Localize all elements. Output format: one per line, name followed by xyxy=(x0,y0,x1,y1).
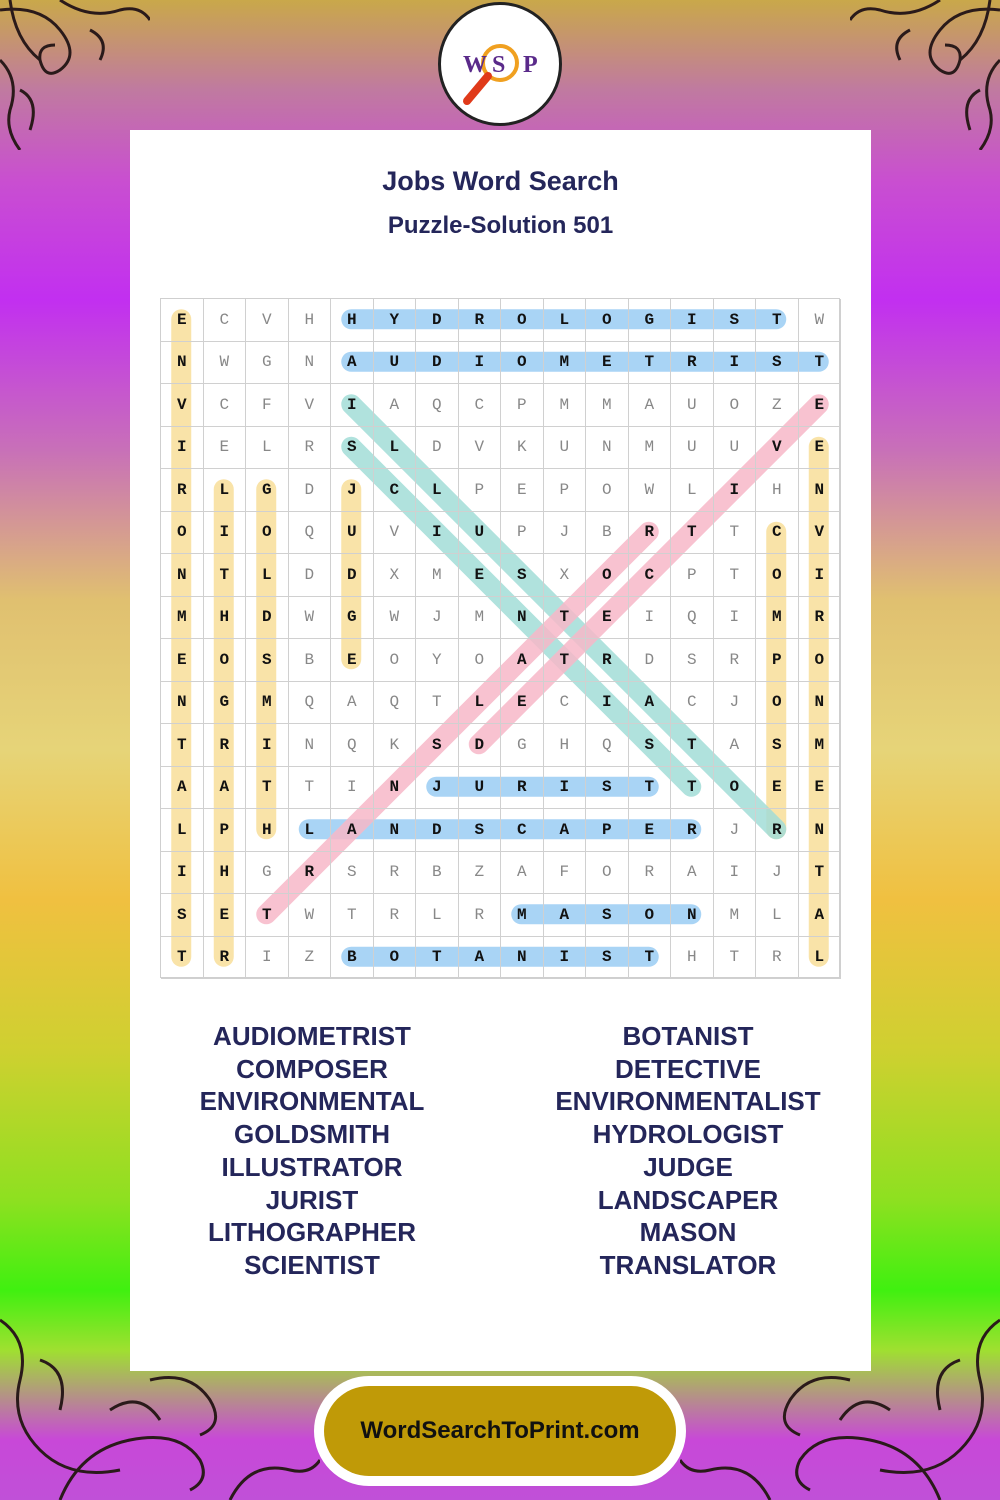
grid-cell: E xyxy=(586,342,629,385)
grid-cell: I xyxy=(331,767,374,810)
grid-cell: H xyxy=(204,597,247,640)
grid-cell: T xyxy=(714,512,757,555)
grid-cell: R xyxy=(714,639,757,682)
grid-cell: T xyxy=(799,852,842,895)
grid-cell: G xyxy=(629,299,672,342)
grid-cell: I xyxy=(544,767,587,810)
grid-cell: O xyxy=(586,299,629,342)
grid-cell: E xyxy=(799,767,842,810)
grid-cell: T xyxy=(714,554,757,597)
grid-cell: T xyxy=(161,724,204,767)
grid-cell: R xyxy=(204,937,247,980)
grid-cell: M xyxy=(501,894,544,937)
grid-cell: I xyxy=(459,342,502,385)
site-link-label: WordSearchToPrint.com xyxy=(360,1417,640,1444)
site-logo[interactable] xyxy=(438,2,562,126)
grid-cell: T xyxy=(289,767,332,810)
grid-cell: J xyxy=(714,682,757,725)
grid-cell: M xyxy=(544,342,587,385)
grid-cell: O xyxy=(714,767,757,810)
ornament-corner-top-left xyxy=(0,0,150,150)
grid-cell: T xyxy=(544,639,587,682)
grid-cell: R xyxy=(374,894,417,937)
grid-cell: U xyxy=(331,512,374,555)
grid-cell: S xyxy=(586,767,629,810)
grid-cell: S xyxy=(629,724,672,767)
word-list-item: MASON xyxy=(639,1217,737,1248)
site-link-button[interactable] xyxy=(324,1386,676,1476)
grid-cell: N xyxy=(161,682,204,725)
grid-cell: S xyxy=(586,937,629,980)
grid-cell: S xyxy=(501,554,544,597)
grid-cell: H xyxy=(204,852,247,895)
grid-cell: R xyxy=(756,809,799,852)
grid-cell: U xyxy=(374,342,417,385)
grid-cell: E xyxy=(204,894,247,937)
grid-cell: T xyxy=(671,512,714,555)
grid-cell: Z xyxy=(289,937,332,980)
grid-cell: M xyxy=(246,682,289,725)
grid-cell: W xyxy=(629,469,672,512)
grid-cell: F xyxy=(246,384,289,427)
grid-cell: W xyxy=(374,597,417,640)
grid-cell: L xyxy=(289,809,332,852)
grid-cell: N xyxy=(374,809,417,852)
grid-cell: N xyxy=(501,937,544,980)
grid-cell: U xyxy=(671,384,714,427)
grid-cell: O xyxy=(459,639,502,682)
page-subtitle: Puzzle-Solution 501 xyxy=(387,212,614,239)
grid-cell: C xyxy=(544,682,587,725)
grid-cell: K xyxy=(501,427,544,470)
grid-cell: N xyxy=(799,469,842,512)
grid-cell: A xyxy=(459,937,502,980)
grid-cell: D xyxy=(416,299,459,342)
grid-cell: E xyxy=(161,639,204,682)
grid-cell: Q xyxy=(586,724,629,767)
grid-cell: O xyxy=(586,469,629,512)
grid-cell: I xyxy=(161,852,204,895)
grid-cell: P xyxy=(459,469,502,512)
word-list-item: TRANSLATOR xyxy=(599,1249,777,1280)
grid-cell: J xyxy=(416,597,459,640)
grid-cell: E xyxy=(756,767,799,810)
grid-cell: R xyxy=(289,427,332,470)
grid-cell: A xyxy=(374,384,417,427)
grid-cell: E xyxy=(501,682,544,725)
logo-letter-w: W xyxy=(463,52,487,78)
grid-cell: O xyxy=(501,299,544,342)
word-list-item: JURIST xyxy=(265,1184,359,1215)
grid-cell: G xyxy=(331,597,374,640)
grid-cell: H xyxy=(671,937,714,980)
grid-cell: L xyxy=(374,427,417,470)
grid-cell: I xyxy=(714,597,757,640)
logo-letter-p: P xyxy=(523,52,538,78)
grid-cell: D xyxy=(629,639,672,682)
grid-cell: Y xyxy=(416,639,459,682)
grid-cell: U xyxy=(544,427,587,470)
grid-cell: U xyxy=(671,427,714,470)
grid-cell: C xyxy=(374,469,417,512)
grid-cell: H xyxy=(289,299,332,342)
grid-cell: V xyxy=(246,299,289,342)
grid-cell: G xyxy=(246,852,289,895)
logo-letter-s: S xyxy=(492,52,506,78)
grid-cell: P xyxy=(671,554,714,597)
grid-cell: L xyxy=(459,682,502,725)
grid-cell: A xyxy=(204,767,247,810)
word-list-item: LITHOGRAPHER xyxy=(208,1217,416,1248)
grid-cell: R xyxy=(204,724,247,767)
grid-cell: E xyxy=(586,597,629,640)
grid-cell: I xyxy=(799,554,842,597)
grid-cell: H xyxy=(331,299,374,342)
grid-cell: O xyxy=(586,852,629,895)
grid-cell: N xyxy=(501,597,544,640)
grid-cell: X xyxy=(374,554,417,597)
grid-cell: M xyxy=(799,724,842,767)
grid-cell: Q xyxy=(289,682,332,725)
word-list-item: GOLDSMITH xyxy=(234,1119,390,1150)
grid-cell: T xyxy=(629,342,672,385)
grid-cell: R xyxy=(459,299,502,342)
grid-cell: T xyxy=(544,597,587,640)
grid-cell: S xyxy=(714,299,757,342)
grid-cell: B xyxy=(289,639,332,682)
grid-cell: V xyxy=(161,384,204,427)
grid-cell: S xyxy=(331,427,374,470)
word-list-item: AUDIOMETRIST xyxy=(213,1021,411,1051)
grid-cell: S xyxy=(416,724,459,767)
grid-cell: F xyxy=(544,852,587,895)
grid-cell: L xyxy=(671,469,714,512)
word-list-right xyxy=(523,1020,853,1282)
grid-cell: P xyxy=(756,639,799,682)
grid-cell: I xyxy=(671,299,714,342)
grid-cell: E xyxy=(799,384,842,427)
grid-cell: G xyxy=(501,724,544,767)
grid-cell: M xyxy=(544,384,587,427)
grid-cell: R xyxy=(629,852,672,895)
grid-cell: M xyxy=(756,597,799,640)
grid-cell: J xyxy=(544,512,587,555)
grid-cell: P xyxy=(544,469,587,512)
grid-cell: R xyxy=(161,469,204,512)
grid-cell: A xyxy=(671,852,714,895)
grid-cell: T xyxy=(246,767,289,810)
ornament-corner-top-right xyxy=(850,0,1000,150)
grid-cell: T xyxy=(416,937,459,980)
grid-cell: I xyxy=(714,469,757,512)
grid-cell: A xyxy=(501,852,544,895)
grid-cell: U xyxy=(714,427,757,470)
grid-cell: R xyxy=(289,852,332,895)
grid-cell: L xyxy=(161,809,204,852)
magnifier-icon xyxy=(441,5,559,123)
grid-cell: I xyxy=(204,512,247,555)
grid-cell: Z xyxy=(756,384,799,427)
grid-cell: V xyxy=(374,512,417,555)
grid-cell: T xyxy=(671,724,714,767)
grid-cell: R xyxy=(586,639,629,682)
grid-cell: W xyxy=(799,299,842,342)
grid-cell: R xyxy=(799,597,842,640)
grid-cell: T xyxy=(331,894,374,937)
grid-cell: V xyxy=(459,427,502,470)
grid-cell: P xyxy=(204,809,247,852)
grid-cell: A xyxy=(544,809,587,852)
grid-cell: C xyxy=(459,384,502,427)
grid-cell: M xyxy=(586,384,629,427)
grid-cell: D xyxy=(289,469,332,512)
grid-cell: L xyxy=(416,894,459,937)
grid-cell: Z xyxy=(459,852,502,895)
grid-cell: S xyxy=(246,639,289,682)
grid-cell: T xyxy=(416,682,459,725)
grid-cell: L xyxy=(416,469,459,512)
grid-cell: O xyxy=(799,639,842,682)
word-list-left xyxy=(147,1020,477,1282)
grid-cell: S xyxy=(756,724,799,767)
word-list-item: LANDSCAPER xyxy=(597,1184,779,1215)
word-list-item: ENVIRONMENTAL xyxy=(199,1086,425,1117)
grid-cell: O xyxy=(756,554,799,597)
grid-cell: H xyxy=(756,469,799,512)
grid-cell: Q xyxy=(374,682,417,725)
grid-cell: R xyxy=(756,937,799,980)
grid-cell: B xyxy=(416,852,459,895)
grid-cell: S xyxy=(586,894,629,937)
grid-cell: D xyxy=(289,554,332,597)
grid-cell: B xyxy=(586,512,629,555)
grid-cell: Q xyxy=(289,512,332,555)
grid-cell: N xyxy=(586,427,629,470)
grid-cell: O xyxy=(246,512,289,555)
grid-cell: A xyxy=(501,639,544,682)
grid-cell: T xyxy=(671,767,714,810)
grid-cell: R xyxy=(374,852,417,895)
word-list-item: ENVIRONMENTALIST xyxy=(555,1086,821,1117)
grid-cell: P xyxy=(501,512,544,555)
grid-cell: B xyxy=(331,937,374,980)
grid-cell: H xyxy=(246,809,289,852)
grid-cell: W xyxy=(289,597,332,640)
grid-cell: A xyxy=(799,894,842,937)
grid-cell: J xyxy=(416,767,459,810)
grid-cell: I xyxy=(714,342,757,385)
grid-cell: Q xyxy=(671,597,714,640)
grid-cell: A xyxy=(629,682,672,725)
grid-cell: S xyxy=(756,342,799,385)
grid-cell: O xyxy=(756,682,799,725)
grid-cell: L xyxy=(799,937,842,980)
grid-cell: N xyxy=(374,767,417,810)
grid-cell: I xyxy=(629,597,672,640)
grid-cell: A xyxy=(714,724,757,767)
grid-cell: T xyxy=(204,554,247,597)
grid-cell: G xyxy=(246,469,289,512)
grid-cell: N xyxy=(161,554,204,597)
grid-cell: S xyxy=(459,809,502,852)
grid-cell: N xyxy=(161,342,204,385)
grid-cell: I xyxy=(586,682,629,725)
word-list-item: DETECTIVE xyxy=(615,1053,761,1084)
grid-cell: L xyxy=(246,554,289,597)
grid-cell: L xyxy=(756,894,799,937)
grid-cell: Q xyxy=(331,724,374,767)
grid-cell: K xyxy=(374,724,417,767)
grid-cell: T xyxy=(714,937,757,980)
grid-cell: W xyxy=(204,342,247,385)
grid-cell: N xyxy=(799,682,842,725)
grid-cell: S xyxy=(161,894,204,937)
grid-cell: M xyxy=(714,894,757,937)
grid-cell: E xyxy=(629,809,672,852)
grid-cell: R xyxy=(671,809,714,852)
grid-cell: O xyxy=(501,342,544,385)
grid-cell: E xyxy=(799,427,842,470)
grid-cell: C xyxy=(204,384,247,427)
word-list-item: BOTANIST xyxy=(622,1021,754,1051)
grid-cell: T xyxy=(629,937,672,980)
grid-cell: J xyxy=(756,852,799,895)
grid-cell: E xyxy=(204,427,247,470)
grid-cell: D xyxy=(416,809,459,852)
grid-cell: C xyxy=(756,512,799,555)
grid-cell: L xyxy=(246,427,289,470)
grid-cell: A xyxy=(331,682,374,725)
grid-cell: I xyxy=(246,724,289,767)
grid-cell: N xyxy=(289,724,332,767)
grid-cell: R xyxy=(459,894,502,937)
grid-cell: D xyxy=(416,342,459,385)
grid-cell: E xyxy=(161,299,204,342)
grid-cell: A xyxy=(331,809,374,852)
grid-cell: U xyxy=(459,767,502,810)
grid-cell: X xyxy=(544,554,587,597)
grid-cell: H xyxy=(544,724,587,767)
grid-cell: D xyxy=(459,724,502,767)
grid-cell: D xyxy=(246,597,289,640)
grid-cell: M xyxy=(161,597,204,640)
grid-cell: D xyxy=(416,427,459,470)
grid-cell: M xyxy=(416,554,459,597)
word-list-item: ILLUSTRATOR xyxy=(221,1151,403,1182)
grid-cell: I xyxy=(714,852,757,895)
grid-cell: T xyxy=(799,342,842,385)
grid-cell: I xyxy=(246,937,289,980)
letter-grid xyxy=(160,298,840,978)
word-list-item: JUDGE xyxy=(643,1151,733,1182)
grid-cell: T xyxy=(756,299,799,342)
grid-cell: O xyxy=(586,554,629,597)
grid-cell: O xyxy=(629,894,672,937)
grid-cell: L xyxy=(544,299,587,342)
grid-cell: J xyxy=(714,809,757,852)
grid-cell: T xyxy=(161,937,204,980)
grid-cell: V xyxy=(799,512,842,555)
word-list-item: COMPOSER xyxy=(236,1053,388,1084)
grid-cell: M xyxy=(459,597,502,640)
puzzle-panel xyxy=(130,130,871,1371)
grid-cell: I xyxy=(161,427,204,470)
grid-cell: I xyxy=(331,384,374,427)
grid-cell: T xyxy=(246,894,289,937)
grid-cell: E xyxy=(331,639,374,682)
grid-cell: C xyxy=(501,809,544,852)
grid-cell: E xyxy=(501,469,544,512)
grid-cell: Y xyxy=(374,299,417,342)
grid-cell: Q xyxy=(416,384,459,427)
grid-cell: O xyxy=(374,639,417,682)
grid-cell: C xyxy=(671,682,714,725)
grid-cell: C xyxy=(204,299,247,342)
grid-cell: T xyxy=(629,767,672,810)
grid-cell: U xyxy=(459,512,502,555)
grid-cell: O xyxy=(204,639,247,682)
grid-cell: J xyxy=(331,469,374,512)
grid-cell: R xyxy=(501,767,544,810)
grid-cell: V xyxy=(289,384,332,427)
grid-cell: M xyxy=(629,427,672,470)
grid-cell: O xyxy=(161,512,204,555)
grid-cell: N xyxy=(289,342,332,385)
word-list-item: HYDROLOGIST xyxy=(592,1119,784,1150)
grid-cell: C xyxy=(629,554,672,597)
grid-cell: E xyxy=(459,554,502,597)
grid-cell: I xyxy=(544,937,587,980)
grid-cell: P xyxy=(501,384,544,427)
grid-cell: S xyxy=(671,639,714,682)
grid-cell: G xyxy=(204,682,247,725)
grid-cell: P xyxy=(586,809,629,852)
grid-cell: S xyxy=(331,852,374,895)
grid-cell: N xyxy=(799,809,842,852)
grid-cell: O xyxy=(374,937,417,980)
grid-cell: L xyxy=(204,469,247,512)
grid-cell: A xyxy=(161,767,204,810)
page-title: Jobs Word Search xyxy=(382,166,619,196)
grid-cell: G xyxy=(246,342,289,385)
grid-cell: R xyxy=(629,512,672,555)
grid-cell: I xyxy=(416,512,459,555)
grid-cell: D xyxy=(331,554,374,597)
grid-cell: V xyxy=(756,427,799,470)
grid-cell: W xyxy=(289,894,332,937)
word-grid-area xyxy=(160,298,840,978)
grid-cell: A xyxy=(544,894,587,937)
grid-cell: A xyxy=(629,384,672,427)
grid-cell: R xyxy=(671,342,714,385)
word-list-item: SCIENTIST xyxy=(244,1249,380,1280)
grid-cell: O xyxy=(714,384,757,427)
grid-cell: A xyxy=(331,342,374,385)
grid-cell: N xyxy=(671,894,714,937)
